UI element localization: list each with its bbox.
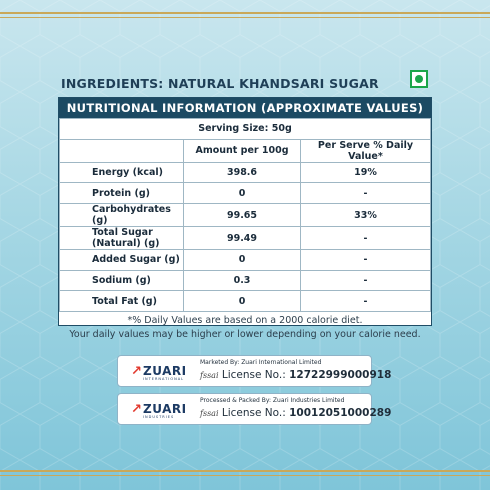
logo-sub: INTERNATIONAL (143, 377, 185, 381)
header-row (60, 139, 431, 162)
footnote (59, 312, 431, 342)
license-label: License No.: (221, 369, 286, 381)
row-dv: 33% (301, 204, 431, 227)
row-dv: 19% (301, 162, 431, 183)
row-dv: - (301, 291, 431, 312)
nutrition-panel (58, 97, 432, 341)
veg-dot (415, 75, 423, 83)
gold-border-top-thin (0, 17, 490, 18)
row-amount: 99.49 (184, 227, 301, 250)
table-row (60, 227, 431, 250)
packed-by: Processed & Packed By: Zuari Industries Limited (200, 397, 345, 404)
license-number: 10012051000289 (289, 407, 392, 419)
row-amount: 0 (184, 291, 301, 312)
license-line (200, 369, 391, 381)
gold-border-top (0, 12, 490, 14)
fssai-logo: fssai (200, 371, 219, 380)
footnote-line-1: *% Daily Values are based on a 2000 calorie diet. (127, 315, 363, 327)
serving-row (60, 119, 431, 140)
header-blank (60, 139, 184, 162)
marketer-card (117, 355, 392, 387)
logo-word: ZUARI (143, 402, 187, 416)
logo-mark: ↗ (131, 364, 142, 379)
license-line (200, 407, 391, 419)
table-row (60, 270, 431, 291)
row-amount: 99.65 (184, 204, 301, 227)
footnote-line-2: Your daily values may be higher or lower depending on your calorie need. (69, 329, 421, 341)
zuari-logo-icon (131, 402, 191, 422)
row-label: Total Fat (g) (60, 291, 184, 312)
table-row (60, 250, 431, 271)
panel-title: NUTRITIONAL INFORMATION (APPROXIMATE VALUES) (59, 98, 431, 118)
table-row (60, 183, 431, 204)
license-number: 12722999000918 (289, 369, 392, 381)
row-dv: - (301, 270, 431, 291)
row-amount: 0 (184, 250, 301, 271)
header-amount: Amount per 100g (184, 139, 301, 162)
packer-card (117, 393, 392, 425)
header-dv: Per Serve % Daily Value* (301, 139, 431, 162)
row-amount: 0.3 (184, 270, 301, 291)
row-label: Energy (kcal) (60, 162, 184, 183)
gold-border-bottom (0, 470, 490, 472)
license-label: License No.: (221, 407, 286, 419)
zuari-logo-icon (131, 364, 191, 384)
logo-mark: ↗ (131, 402, 142, 417)
veg-symbol-icon (410, 70, 428, 88)
marketed-by: Marketed By: Zuari International Limited (200, 359, 322, 366)
row-dv: - (301, 250, 431, 271)
logo-word: ZUARI (143, 364, 187, 378)
row-label: Added Sugar (g) (60, 250, 184, 271)
fssai-logo: fssai (200, 409, 219, 418)
nutrition-table (59, 118, 431, 312)
row-label: Carbohydrates (g) (60, 204, 184, 227)
row-dv: - (301, 227, 431, 250)
ingredients-text: INGREDIENTS: NATURAL KHANDSARI SUGAR (61, 76, 379, 91)
table-row (60, 291, 431, 312)
row-label: Sodium (g) (60, 270, 184, 291)
gold-border-bottom-thin (0, 475, 490, 476)
row-label: Total Sugar (Natural) (g) (60, 227, 184, 250)
row-dv: - (301, 183, 431, 204)
table-row (60, 204, 431, 227)
table-row (60, 162, 431, 183)
row-amount: 398.6 (184, 162, 301, 183)
logo-sub: INDUSTRIES (143, 415, 175, 419)
row-label: Protein (g) (60, 183, 184, 204)
serving-size: Serving Size: 50g (60, 119, 431, 140)
row-amount: 0 (184, 183, 301, 204)
